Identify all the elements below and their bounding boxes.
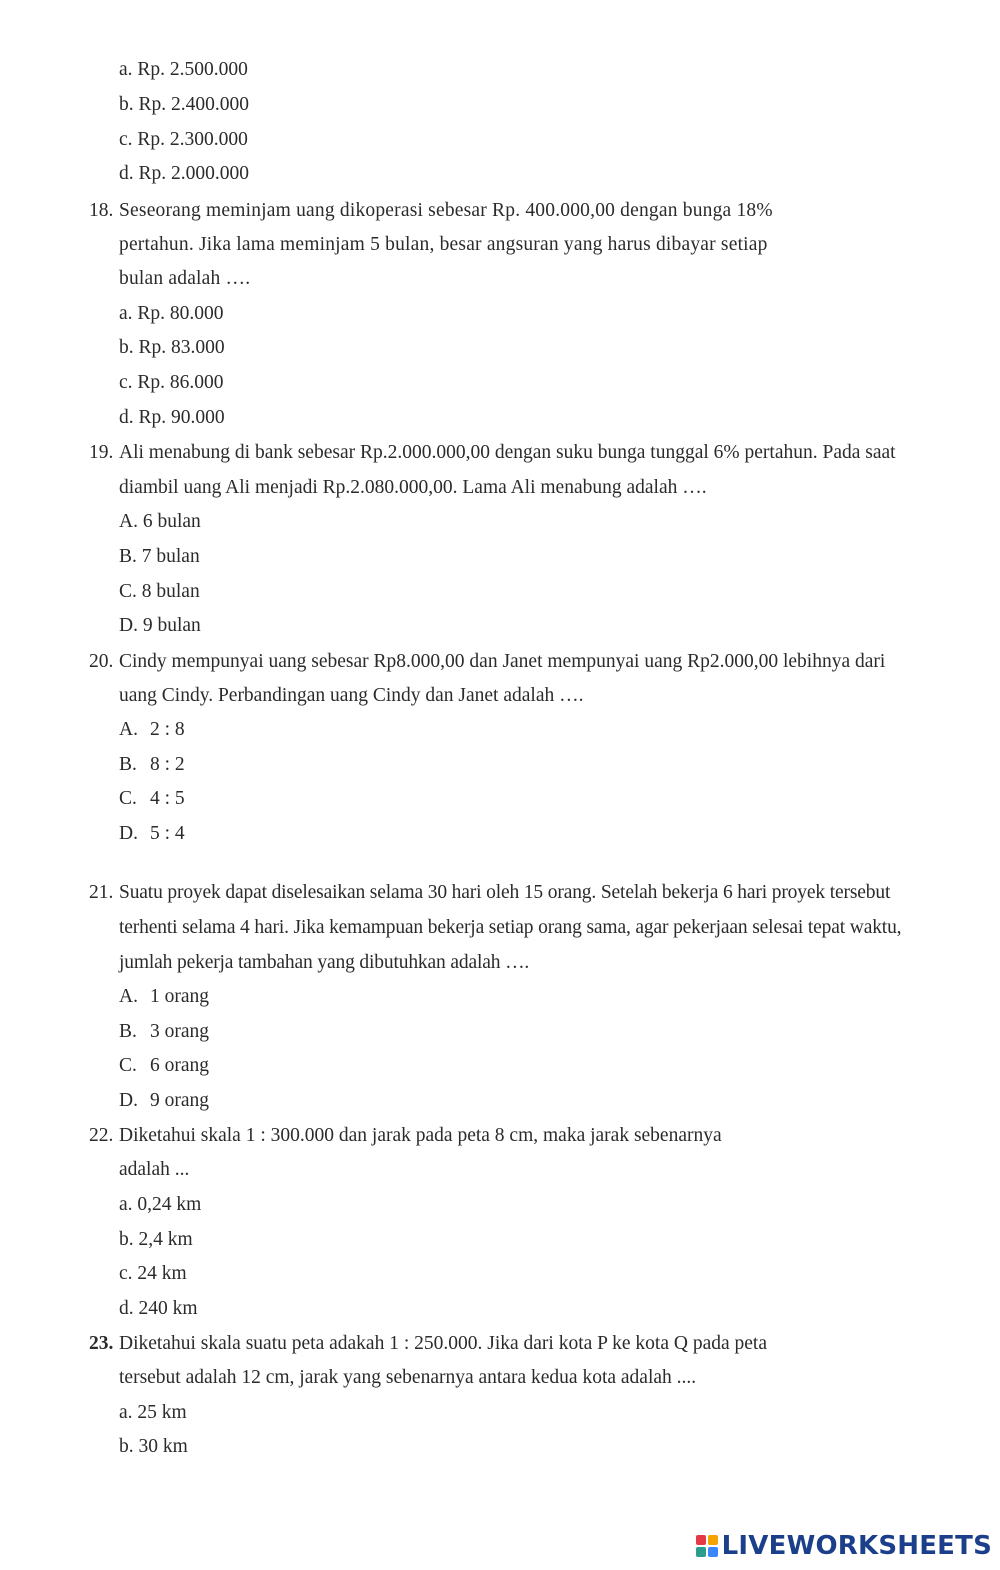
q19-text-line-2: diambil uang Ali menjadi Rp.2.080.000,00. Lama Ali menabung adalah …. [119, 477, 707, 498]
q20-option-c [119, 787, 185, 811]
q21-number: 21. [89, 882, 114, 903]
q19-number: 19. [89, 442, 114, 463]
q19-option-d: D. 9 bulan [119, 615, 201, 636]
q23-text-line-2: tersebut adalah 12 cm, jarak yang sebenarnya antara kedua kota adalah .... [119, 1367, 697, 1388]
q19-option-c: C. 8 bulan [119, 581, 200, 602]
q21-option-c-label: C. [119, 1055, 137, 1076]
logo-square-2 [708, 1535, 718, 1545]
q20-option-a-label: A. [119, 719, 138, 740]
q20-option-a [119, 718, 185, 742]
q23-number: 23. [89, 1333, 114, 1354]
q20-option-d-text: 5 : 4 [150, 823, 185, 844]
logo-square-3 [696, 1547, 706, 1557]
q21-option-a-label: A. [119, 986, 138, 1007]
logo-square-4 [708, 1547, 718, 1557]
liveworksheets-logo[interactable] [696, 1529, 992, 1563]
q19-text-line-1: Ali menabung di bank sebesar Rp.2.000.000,00 dengan suku bunga tunggal 6% pertahun. Pada saat [119, 442, 896, 463]
q20-text-line-1: Cindy mempunyai uang sebesar Rp8.000,00 dan Janet mempunyai uang Rp2.000,00 lebihnya dari [119, 651, 886, 672]
q21-option-b [119, 1020, 209, 1044]
q19-option-b: B. 7 bulan [119, 546, 200, 567]
q17-option-c: c. Rp. 2.300.000 [119, 129, 248, 150]
q21-option-a-text: 1 orang [150, 986, 210, 1007]
q22-text-line-2: adalah ... [119, 1159, 190, 1180]
q17-option-d: d. Rp. 2.000.000 [119, 163, 250, 184]
q20-text-line-2: uang Cindy. Perbandingan uang Cindy dan Janet adalah …. [119, 685, 584, 706]
q22-option-c: c. 24 km [119, 1263, 187, 1284]
q21-option-c [119, 1054, 209, 1078]
q20-number: 20. [89, 651, 114, 672]
q21-text-line-2: terhenti selama 4 hari. Jika kemampuan bekerja setiap orang sama, agar pekerjaan selesai tepat waktu, [119, 917, 902, 938]
q18-option-d: d. Rp. 90.000 [119, 407, 225, 428]
q20-option-a-text: 2 : 8 [150, 719, 185, 740]
q21-option-d [119, 1089, 209, 1113]
q20-option-c-label: C. [119, 788, 137, 809]
q22-number: 22. [89, 1125, 114, 1146]
q19-option-a: A. 6 bulan [119, 511, 201, 532]
q18-text-line-3: bulan adalah …. [119, 268, 251, 289]
q21-option-a [119, 985, 209, 1009]
q22-option-d: d. 240 km [119, 1298, 198, 1319]
q18-option-a: a. Rp. 80.000 [119, 303, 224, 324]
q21-option-d-label: D. [119, 1090, 138, 1111]
q20-option-b-label: B. [119, 754, 137, 775]
q21-option-b-label: B. [119, 1021, 137, 1042]
logo-square-1 [696, 1535, 706, 1545]
q20-option-b-text: 8 : 2 [150, 754, 185, 775]
q22-option-b: b. 2,4 km [119, 1229, 193, 1250]
q18-number: 18. [89, 200, 114, 221]
logo-grid-icon [696, 1535, 718, 1557]
q22-option-a: a. 0,24 km [119, 1194, 202, 1215]
q17-option-a: a. Rp. 2.500.000 [119, 59, 248, 80]
q18-option-c: c. Rp. 86.000 [119, 372, 224, 393]
q21-text-line-3: jumlah pekerja tambahan yang dibutuhkan adalah …. [119, 952, 530, 973]
q23-option-a: a. 25 km [119, 1402, 187, 1423]
q21-option-d-text: 9 orang [150, 1090, 210, 1111]
logo-text: LIVEWORKSHEETS [721, 1531, 992, 1561]
q20-option-d-label: D. [119, 823, 138, 844]
q21-option-c-text: 6 orang [150, 1055, 210, 1076]
q18-text-line-2: pertahun. Jika lama meminjam 5 bulan, besar angsuran yang harus dibayar setiap [119, 234, 768, 255]
q23-text-line-1: Diketahui skala suatu peta adakah 1 : 250.000. Jika dari kota P ke kota Q pada peta [119, 1333, 768, 1354]
q22-text-line-1: Diketahui skala 1 : 300.000 dan jarak pada peta 8 cm, maka jarak sebenarnya [119, 1125, 722, 1146]
q20-option-b [119, 753, 185, 777]
q18-option-b: b. Rp. 83.000 [119, 337, 225, 358]
q21-text-line-1: Suatu proyek dapat diselesaikan selama 30 hari oleh 15 orang. Setelah bekerja 6 hari proyek tersebut [119, 882, 891, 903]
q18-text-line-1: Seseorang meminjam uang dikoperasi sebesar Rp. 400.000,00 dengan bunga 18% [119, 200, 773, 221]
q17-option-b: b. Rp. 2.400.000 [119, 94, 250, 115]
q20-option-d [119, 822, 185, 846]
q20-option-c-text: 4 : 5 [150, 788, 185, 809]
q23-option-b: b. 30 km [119, 1436, 188, 1457]
q21-option-b-text: 3 orang [150, 1021, 210, 1042]
